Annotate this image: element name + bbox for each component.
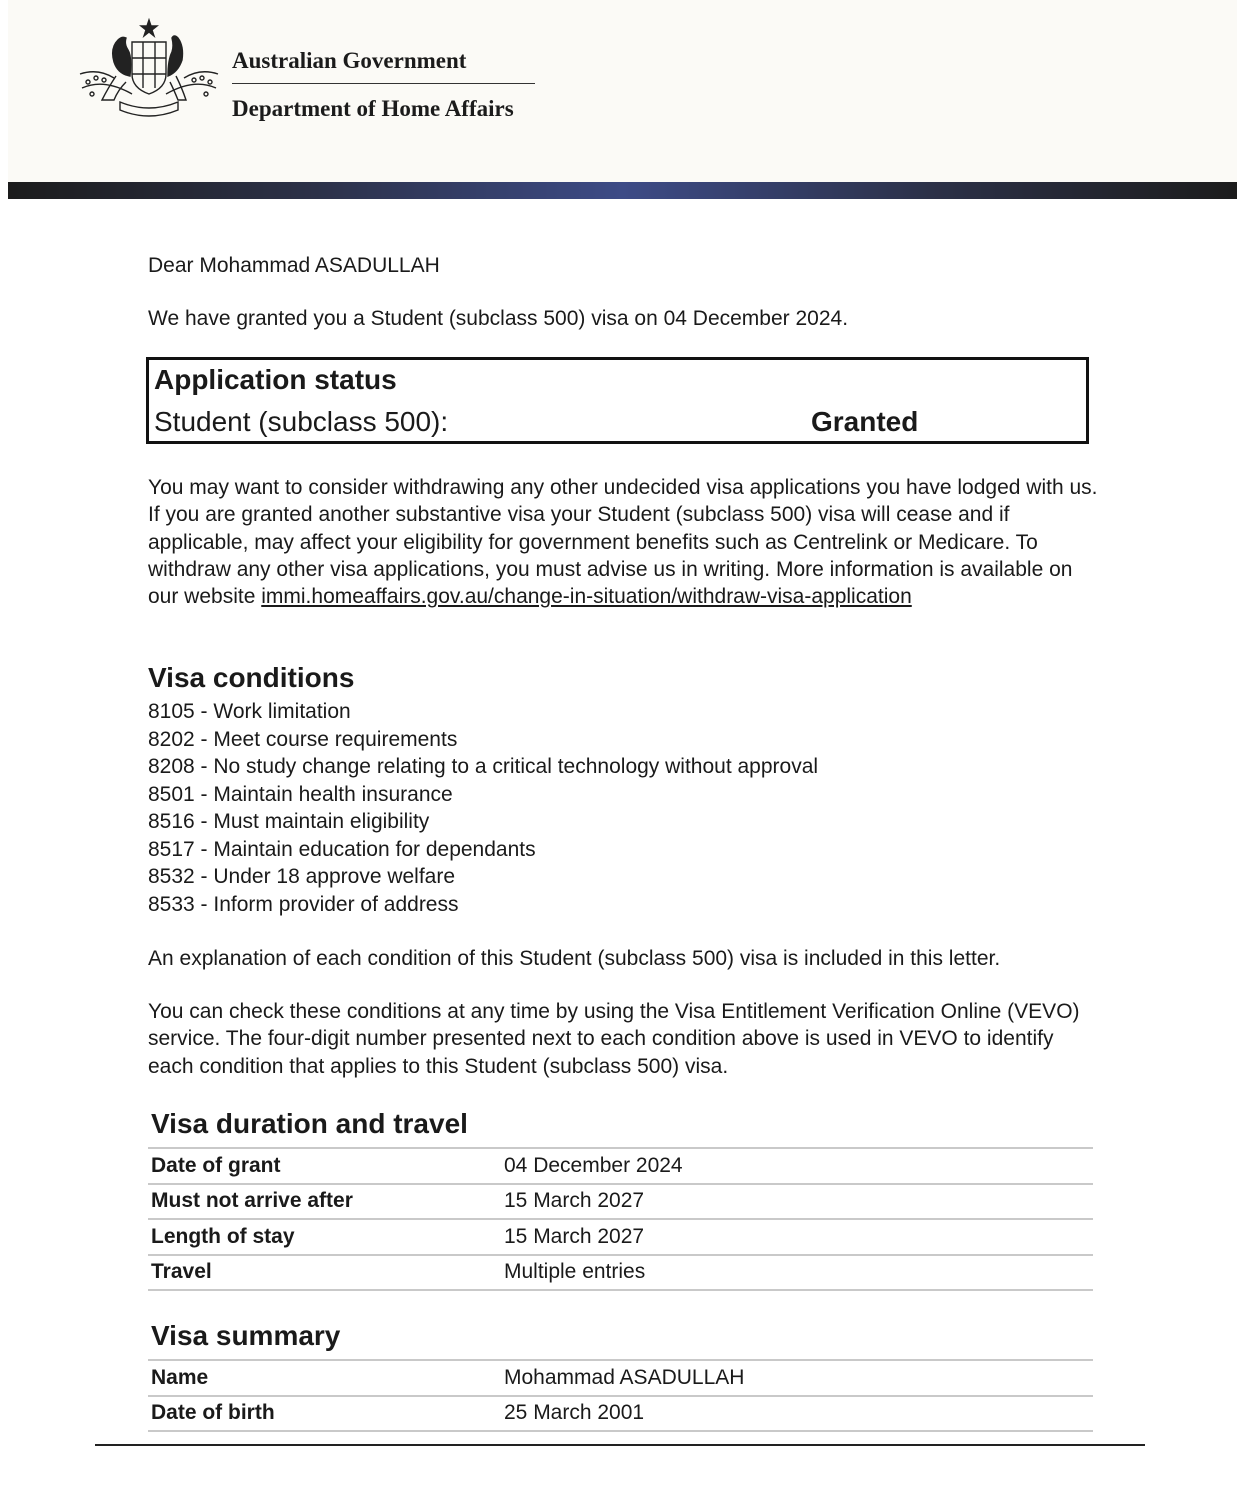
- row-label: Must not arrive after: [151, 1189, 353, 1213]
- row-value: Mohammad ASADULLAH: [504, 1365, 745, 1389]
- table-row: [148, 1219, 1093, 1255]
- visa-conditions-list: [148, 698, 818, 918]
- table-row: [148, 1255, 1093, 1291]
- header-divider: [232, 83, 535, 84]
- row-label: Travel: [151, 1260, 212, 1284]
- condition-item: 8105 - Work limitation: [148, 700, 351, 723]
- government-name: Australian Government: [232, 48, 467, 73]
- row-label: Length of stay: [151, 1224, 295, 1248]
- application-status-box: [146, 357, 1089, 444]
- row-label: Name: [151, 1365, 209, 1389]
- status-label: Student (subclass 500):: [154, 406, 449, 437]
- withdraw-text: You may want to consider withdrawing any other undecided visa applications you have lodged with us. If you are granted another substantive visa your Student (subclass 500) visa will cease and if applicable, may affect your eligibility for government benefits such as Centrelink or Medicare. To withdraw any other visa applications, you must advise us in writing. More information is available on our website: [148, 476, 1098, 609]
- withdraw-paragraph: [148, 474, 1108, 610]
- status-value: Granted: [811, 406, 919, 437]
- grant-intro: We have granted you a Student (subclass 500) visa on 04 December 2024.: [148, 307, 849, 330]
- condition-item: 8516 - Must maintain eligibility: [148, 810, 430, 833]
- withdraw-link[interactable]: immi.homeaffairs.gov.au/change-in-situation/withdraw-visa-application: [261, 585, 912, 609]
- condition-item: 8501 - Maintain health insurance: [148, 782, 453, 806]
- row-label: Date of grant: [151, 1153, 281, 1177]
- visa-conditions-heading: Visa conditions: [148, 662, 355, 693]
- row-value: 04 December 2024: [504, 1153, 683, 1177]
- visa-duration-heading: Visa duration and travel: [151, 1108, 468, 1139]
- vevo-paragraph: You can check these conditions at any time by using the Visa Entitlement Verification Online (VEVO) service. The four-digit number presented next to each condition above is used in VEVO to identify each condition that applies to this Student (subclass 500) visa.: [148, 1000, 1080, 1078]
- condition-item: 8532 - Under 18 approve welfare: [148, 865, 456, 888]
- footer-divider: [95, 1444, 1145, 1446]
- table-row: [148, 1396, 1093, 1432]
- visa-duration-table: [148, 1147, 1093, 1291]
- condition-item: 8202 - Meet course requirements: [148, 727, 458, 751]
- australian-coat-of-arms-icon: [74, 16, 224, 126]
- conditions-explanation: An explanation of each condition of this Student (subclass 500) visa is included in this letter.: [148, 947, 1001, 970]
- row-value: 25 March 2001: [504, 1401, 645, 1425]
- condition-item: 8533 - Inform provider of address: [148, 892, 459, 916]
- condition-item: 8208 - No study change relating to a critical technology without approval: [148, 755, 819, 778]
- visa-summary-heading: Visa summary: [151, 1320, 341, 1351]
- table-row: [148, 1360, 1093, 1396]
- row-value: Multiple entries: [504, 1260, 646, 1284]
- visa-summary-table: [148, 1359, 1093, 1432]
- status-title: Application status: [154, 364, 397, 395]
- row-value: 15 March 2027: [504, 1189, 645, 1213]
- department-name: Department of Home Affairs: [232, 96, 514, 121]
- row-label: Date of birth: [151, 1401, 275, 1425]
- header-stripe: [8, 182, 1237, 199]
- row-value: 15 March 2027: [504, 1224, 645, 1248]
- table-row: [148, 1184, 1093, 1220]
- condition-item: 8517 - Maintain education for dependants: [148, 837, 536, 861]
- salutation: Dear Mohammad ASADULLAH: [148, 254, 440, 277]
- table-row: [148, 1148, 1093, 1184]
